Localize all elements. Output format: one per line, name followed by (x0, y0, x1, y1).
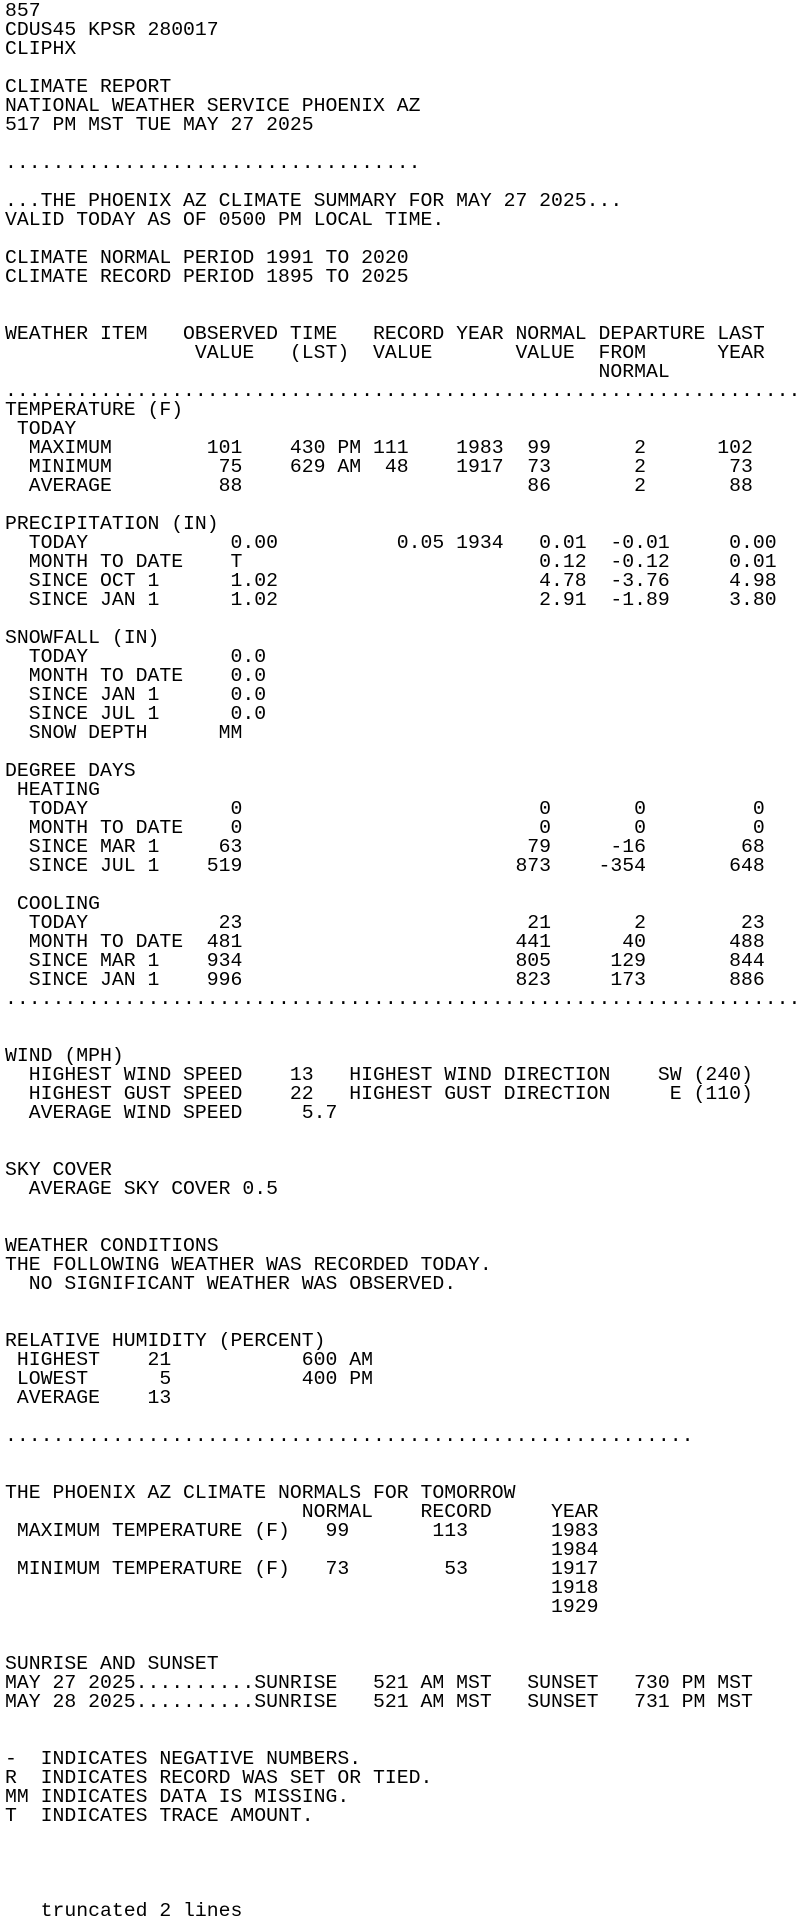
report-line: HIGHEST 21 600 AM (5, 1351, 373, 1370)
report-line: CDUS45 KPSR 280017 (5, 21, 219, 40)
report-line (5, 1142, 800, 1161)
report-line: MAXIMUM TEMPERATURE (F) 99 113 1983 (5, 1522, 599, 1541)
report-line: TODAY (5, 420, 77, 439)
report-line: MINIMUM TEMPERATURE (F) 73 53 1917 (5, 1560, 599, 1579)
report-line (5, 1294, 800, 1313)
report-line: 857 (5, 2, 41, 21)
report-line (5, 1465, 800, 1484)
report-line: SKY COVER (5, 1161, 112, 1180)
report-line (5, 1313, 800, 1332)
report-line: AVERAGE WIND SPEED 5.7 (5, 1104, 338, 1123)
report-line (5, 230, 800, 249)
report-line (5, 1845, 800, 1864)
report-line: VALID TODAY AS OF 0500 PM LOCAL TIME. (5, 211, 445, 230)
report-line (5, 306, 800, 325)
report-line: ...THE PHOENIX AZ CLIMATE SUMMARY FOR MAY 27 2025... (5, 192, 623, 211)
report-line (5, 1826, 800, 1845)
report-line: TODAY 0.00 0.05 1934 0.01 -0.01 0.00 (5, 534, 777, 553)
report-line: SINCE JUL 1 519 873 -354 648 (5, 857, 765, 876)
report-line (5, 1617, 800, 1636)
report-line: SINCE MAR 1 934 805 129 844 (5, 952, 765, 971)
report-line: ................................... (5, 154, 421, 173)
report-line: 1918 (5, 1579, 599, 1598)
report-line: - INDICATES NEGATIVE NUMBERS. (5, 1750, 362, 1769)
report-line: TODAY 0.0 (5, 648, 267, 667)
report-line: WEATHER ITEM OBSERVED TIME RECORD YEAR NORMAL DEPARTURE LAST (5, 325, 765, 344)
report-line (5, 1636, 800, 1655)
report-line: 517 PM MST TUE MAY 27 2025 (5, 116, 314, 135)
report-line: MONTH TO DATE 481 441 40 488 (5, 933, 765, 952)
report-line: .......................................................... (5, 1427, 694, 1446)
report-line (5, 1883, 800, 1902)
report-line (5, 287, 800, 306)
report-line: MONTH TO DATE 0.0 (5, 667, 267, 686)
report-line: LOWEST 5 400 PM (5, 1370, 373, 1389)
report-line: SINCE MAR 1 63 79 -16 68 (5, 838, 765, 857)
report-line: THE FOLLOWING WEATHER WAS RECORDED TODAY. (5, 1256, 492, 1275)
report-line: NATIONAL WEATHER SERVICE PHOENIX AZ (5, 97, 421, 116)
report-line (5, 59, 800, 78)
report-line: VALUE (LST) VALUE VALUE FROM YEAR (5, 344, 765, 363)
report-line: SINCE JAN 1 996 823 173 886 (5, 971, 765, 990)
report-line: DEGREE DAYS (5, 762, 136, 781)
report-line: AVERAGE SKY COVER 0.5 (5, 1180, 279, 1199)
report-line: CLIMATE NORMAL PERIOD 1991 TO 2020 (5, 249, 409, 268)
report-line: ................................................................... (5, 990, 800, 1009)
report-line (5, 1009, 800, 1028)
report-line (5, 135, 800, 154)
report-line: SINCE JUL 1 0.0 (5, 705, 267, 724)
report-line (5, 1028, 800, 1047)
report-line (5, 876, 800, 895)
report-line (5, 1199, 800, 1218)
report-line: AVERAGE 13 (5, 1389, 172, 1408)
report-line: MM INDICATES DATA IS MISSING. (5, 1788, 350, 1807)
report-line: CLIMATE REPORT (5, 78, 172, 97)
report-line: MINIMUM 75 629 AM 48 1917 73 2 73 (5, 458, 753, 477)
report-line: HEATING (5, 781, 100, 800)
report-line: R INDICATES RECORD WAS SET OR TIED. (5, 1769, 433, 1788)
report-line (5, 1864, 800, 1883)
report-line: CLIPHX (5, 40, 77, 59)
report-line: NORMAL RECORD YEAR (5, 1503, 599, 1522)
report-line: 1984 (5, 1541, 599, 1560)
report-line: TODAY 23 21 2 23 (5, 914, 765, 933)
report-line: 1929 (5, 1598, 599, 1617)
report-line: HIGHEST WIND SPEED 13 HIGHEST WIND DIRECTION SW (240) (5, 1066, 753, 1085)
report-line (5, 1218, 800, 1237)
report-line: MAY 27 2025..........SUNRISE 521 AM MST SUNSET 730 PM MST (5, 1674, 753, 1693)
report-line: SNOWFALL (IN) (5, 629, 160, 648)
report-line (5, 1731, 800, 1750)
report-line (5, 1446, 800, 1465)
report-line: THE PHOENIX AZ CLIMATE NORMALS FOR TOMORROW (5, 1484, 516, 1503)
report-line: MAXIMUM 101 430 PM 111 1983 99 2 102 (5, 439, 753, 458)
report-line (5, 173, 800, 192)
report-line: RELATIVE HUMIDITY (PERCENT) (5, 1332, 326, 1351)
report-line: WEATHER CONDITIONS (5, 1237, 219, 1256)
report-line (5, 1123, 800, 1142)
report-line: NO SIGNIFICANT WEATHER WAS OBSERVED. (5, 1275, 457, 1294)
report-line: truncated 2 lines (5, 1902, 243, 1921)
report-line: WIND (MPH) (5, 1047, 124, 1066)
report-line (5, 1712, 800, 1731)
report-line: HIGHEST GUST SPEED 22 HIGHEST GUST DIRECTION E (110) (5, 1085, 753, 1104)
report-line: CLIMATE RECORD PERIOD 1895 TO 2025 (5, 268, 409, 287)
report-line (5, 1408, 800, 1427)
report-line (5, 743, 800, 762)
report-line: TEMPERATURE (F) (5, 401, 184, 420)
report-line: AVERAGE 88 86 2 88 (5, 477, 753, 496)
report-line: TODAY 0 0 0 0 (5, 800, 765, 819)
report-line: SUNRISE AND SUNSET (5, 1655, 219, 1674)
report-line: MAY 28 2025..........SUNRISE 521 AM MST SUNSET 731 PM MST (5, 1693, 753, 1712)
report-line: MONTH TO DATE 0 0 0 0 (5, 819, 765, 838)
report-line: ................................................................... (5, 382, 800, 401)
report-line: SNOW DEPTH MM (5, 724, 243, 743)
report-line (5, 610, 800, 629)
report-line: MONTH TO DATE T 0.12 -0.12 0.01 (5, 553, 777, 572)
report-line (5, 496, 800, 515)
report-line: SINCE OCT 1 1.02 4.78 -3.76 4.98 (5, 572, 777, 591)
report-line: COOLING (5, 895, 100, 914)
report-line: T INDICATES TRACE AMOUNT. (5, 1807, 314, 1826)
report-line: SINCE JAN 1 0.0 (5, 686, 267, 705)
report-line: PRECIPITATION (IN) (5, 515, 219, 534)
report-line: NORMAL (5, 363, 670, 382)
report-line: SINCE JAN 1 1.02 2.91 -1.89 3.80 (5, 591, 777, 610)
